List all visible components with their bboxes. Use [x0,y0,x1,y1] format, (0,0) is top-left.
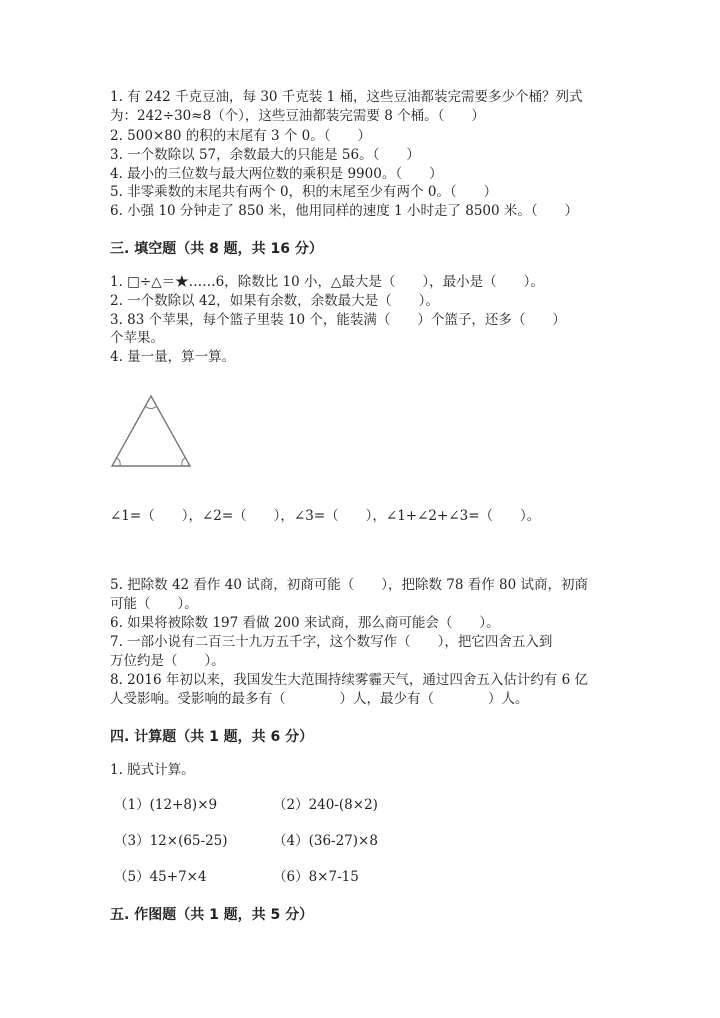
calc-expression: （1）(12+8)×9 [114,797,218,813]
fill-item-6: 6. 如果将被除数 197 看做 200 来试商，那么商可能会（ ）。 [110,615,500,631]
calc-intro: 1. 脱式计算。 [110,762,195,778]
fill-item-8-line-1: 8. 2016 年初以来，我国发生大范围持续雾霾天气，通过四舍五入估计约有 6 亿 [110,672,588,688]
calc-expression: （4）(36-27)×8 [273,833,378,849]
judge-item-1-line-1: 1. 有 242 千克豆油，每 30 千克装 1 桶，这些豆油都装完需要多少个桶？列式 [110,89,583,105]
fill-item-5-line-1: 5. 把除数 42 看作 40 试商，初商可能（ ），把除数 78 看作 80 试商，初商 [110,577,588,593]
fill-item-7-line-1: 7. 一部小说有二百三十九万五千字，这个数写作（ ），把它四舍五入到 [110,634,553,650]
judge-item-1-line-2: 为：242÷30≈8（个），这些豆油都装完需要 8 个桶。（ ） [110,108,485,124]
judge-item-5: 5. 非零乘数的末尾共有两个 0，积的末尾至少有两个 0。（ ） [110,184,498,200]
fill-item-3-line-2: 个苹果。 [110,330,164,346]
calc-expression: （5）45+7×4 [114,869,207,885]
calc-section-heading: 四. 计算题（共 1 题，共 6 分） [110,729,314,745]
angles-answer-line: ∠1=（ ），∠2=（ ），∠3=（ ），∠1+∠2+∠3=（ ）。 [110,508,541,524]
judge-item-4: 4. 最小的三位数与最大两位数的乘积是 9900。（ ） [110,166,443,182]
calc-expression: （2）240-(8×2) [273,797,378,813]
fill-item-7-line-2: 万位约是（ ）。 [110,653,225,669]
judge-item-2: 2. 500×80 的积的末尾有 3 个 0。（ ） [110,128,372,144]
fill-item-5-line-2: 可能（ ）。 [110,596,198,612]
triangle-figure [108,392,194,470]
fill-section-heading: 三. 填空题（共 8 题，共 16 分） [110,241,323,257]
fill-item-1: 1. □÷△＝★……6，除数比 10 小，△最大是（ ），最小是（ ）。 [110,274,544,290]
fill-item-3-line-1: 3. 83 个苹果，每个篮子里装 10 个，能装满（ ）个篮子，还多（ ） [110,312,566,328]
judge-item-3: 3. 一个数除以 57，余数最大的只能是 56。（ ） [110,147,420,163]
draw-section-heading: 五. 作图题（共 1 题，共 5 分） [110,907,314,923]
fill-item-4: 4. 量一量，算一算。 [110,349,236,365]
fill-item-2: 2. 一个数除以 42，如果有余数，余数最大是（ ）。 [110,293,439,309]
fill-item-8-line-2: 人受影响。受影响的最多有（ ）人，最少有（ ）人。 [110,691,529,707]
calc-expression: （6）8×7-15 [273,869,359,885]
judge-item-6: 6. 小强 10 分钟走了 850 米，他用同样的速度 1 小时走了 8500 米。（ ） [110,203,579,219]
calc-expression: （3）12×(65-25) [114,833,228,849]
